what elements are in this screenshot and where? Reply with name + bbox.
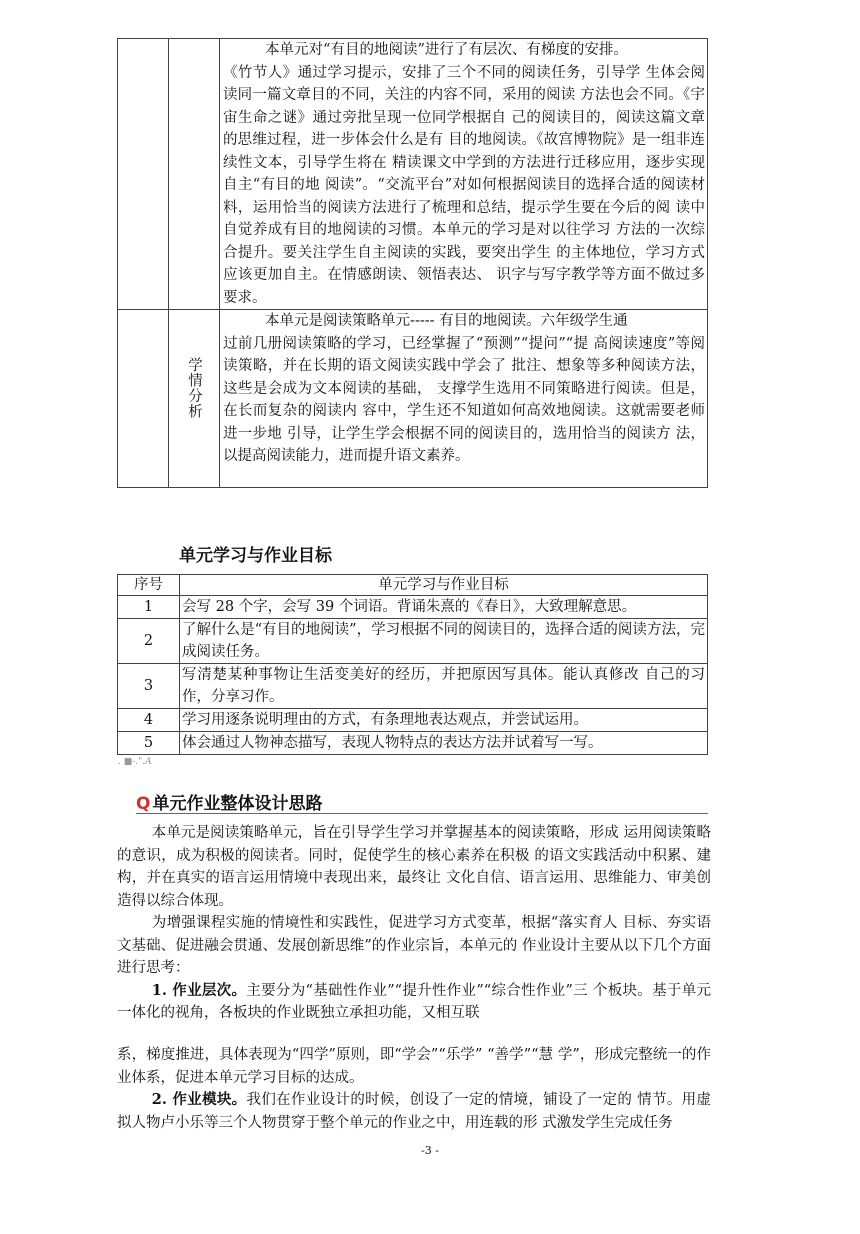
item-label: 2. 作业模块。 xyxy=(151,1091,247,1108)
student-label-cell xyxy=(169,310,220,488)
column-header-number: 序号 xyxy=(118,575,180,596)
unit-analysis-intro: 本单元对“有目的地阅读”进行了有层次、有梯度的安排。 xyxy=(265,42,628,58)
student-analysis-intro: 本单元是阅读策略单元----- 有目的地阅读。六年级学生通 xyxy=(265,313,628,329)
design-body-lower xyxy=(117,1044,711,1134)
unit-analysis-text: 《竹节人》通过学习提示，安排了三个不同的阅读任务，引导学 生体会阅读同一篇文章目的不同，关注的内容不同，采用的阅读 方法也会不同。《宇宙生命之谜》通过旁批呈现一位同学根据自 己的阅读目的，阅读这篇文章的思维过程，进一步体会什么是有 目的地阅读。《故宫博物院》是一组非连续性文本，引导学生将在 精读课文中学到的方法进行迁移应用，逐步实现自主“有目的地 阅读”。“交流平台”对如何根据阅读目的选择合适的阅读材料，运用恰当的阅读方法进行了梳理和总结，提示学生要在今后的阅 读中自觉养成有目的地阅读的习惯。本单元的学习是对以往学习 方法的一次综合提升。要关注学生自主阅读的实践，要突出学生 的主体地位，学习方式应该更加自主。在情感朗读、领悟表达、 识字与写字教学等方面不做过多要求。 xyxy=(223,64,705,306)
paragraph xyxy=(117,980,711,1025)
table-row xyxy=(118,39,708,310)
stray-mark: . ■-.".A xyxy=(118,757,152,767)
goals-heading: 单元学习与作业目标 xyxy=(179,546,332,566)
row-number: 5 xyxy=(118,732,180,755)
design-heading xyxy=(136,789,708,814)
row-goal-text: 写清楚某种事物让生活变美好的经历，并把原因写具体。能认真修改 自己的习作，分享习作。 xyxy=(180,664,708,709)
table-header-row xyxy=(118,575,708,596)
row-number: 4 xyxy=(118,709,180,732)
student-analysis-cell xyxy=(220,310,708,488)
page-number: -3 - xyxy=(421,1144,439,1157)
row-goal-text: 会写 28 个字，会写 39 个词语。背诵朱熹的《春日》，大致理解意思。 xyxy=(180,596,708,619)
goals-table xyxy=(117,574,708,755)
table-row xyxy=(118,310,708,488)
paragraph: 为增强课程实施的情境性和实践性，促进学习方式变革，根据“落实育人 目标、夯实语文基础、促进融会贯通、发展创新思维”的作业宗旨，本单元的 作业设计主要从以下几个方面进行思考： xyxy=(117,915,711,976)
row-goal-text: 学习用逐条说明理由的方式，有条理地表达观点，并尝试运用。 xyxy=(180,709,708,732)
table-row xyxy=(118,709,708,732)
row-goal-text: 体会通过人物神态描写，表现人物特点的表达方法并试着写一写。 xyxy=(180,732,708,755)
row-number: 2 xyxy=(118,619,180,664)
design-heading-text: 单元作业整体设计思路 xyxy=(152,794,323,814)
unit-analysis-cell xyxy=(220,39,708,310)
table-row xyxy=(118,664,708,709)
table-row xyxy=(118,596,708,619)
column-header-goal: 单元学习与作业目标 xyxy=(180,575,708,596)
empty-cell xyxy=(118,310,169,488)
analysis-table xyxy=(117,38,708,488)
empty-cell xyxy=(169,39,220,310)
table-row xyxy=(118,732,708,755)
student-analysis-label: 学情分析 xyxy=(186,357,202,419)
row-number: 3 xyxy=(118,664,180,709)
paragraph xyxy=(117,1089,711,1134)
paragraph: 本单元是阅读策略单元，旨在引导学生学习并掌握基本的阅读策略，形成 运用阅读策略的意识，成为积极的阅读者。同时，促使学生的核心素养在积极 的语文实践活动中积累、建构，并在真实的语言运用情境中表现出来，最终让 文化自信、语言运用、思维能力、审美创造得以综合体现。 xyxy=(117,825,711,909)
item-text: 主要分为“基础性作业”“提升性作业”“综合性作业”三 个板块。基于单元一体化的视角，各板块的作业既独立承担功能，又相互联 xyxy=(117,982,711,1021)
row-goal-text: 了解什么是“有目的地阅读”，学习根据不同的阅读目的，选择合适的阅读方法，完成阅读任务。 xyxy=(180,619,708,664)
empty-cell xyxy=(118,39,169,310)
student-analysis-text: 过前几册阅读策略的学习，已经掌握了“预测”“提问”“提 高阅读速度”等阅读策略，并在长期的语文阅读实践中学会了 批注、想象等多种阅读方法，这些是会成为文本阅读的基础， 支撑学生选用不同策略进行阅读。但是，在长而复杂的阅读内 容中，学生还不知道如何高效地阅读。这就需要老师进一步地 引导，让学生学会根据不同的阅读目的，选用恰当的阅读方 法，以提高阅读能力，进而提升语文素养。 xyxy=(223,335,705,464)
design-body-upper xyxy=(117,822,711,1025)
table-row xyxy=(118,619,708,664)
paragraph: 系，梯度推进，具体表现为“四学”原则，即“学会”“乐学” “善学”“慧 学”，形成完整统一的作业体系，促进本单元学习目标的达成。 xyxy=(117,1047,711,1086)
row-number: 1 xyxy=(118,596,180,619)
q-marker-icon: Q xyxy=(136,794,151,814)
item-text: 我们在作业设计的时候，创设了一定的情境，铺设了一定的 情节。用虚拟人物卢小乐等三个人物贯穿于整个单元的作业之中，用连载的形 式激发学生完成任务 xyxy=(117,1092,712,1131)
item-label: 1. 作业层次。 xyxy=(151,981,247,999)
